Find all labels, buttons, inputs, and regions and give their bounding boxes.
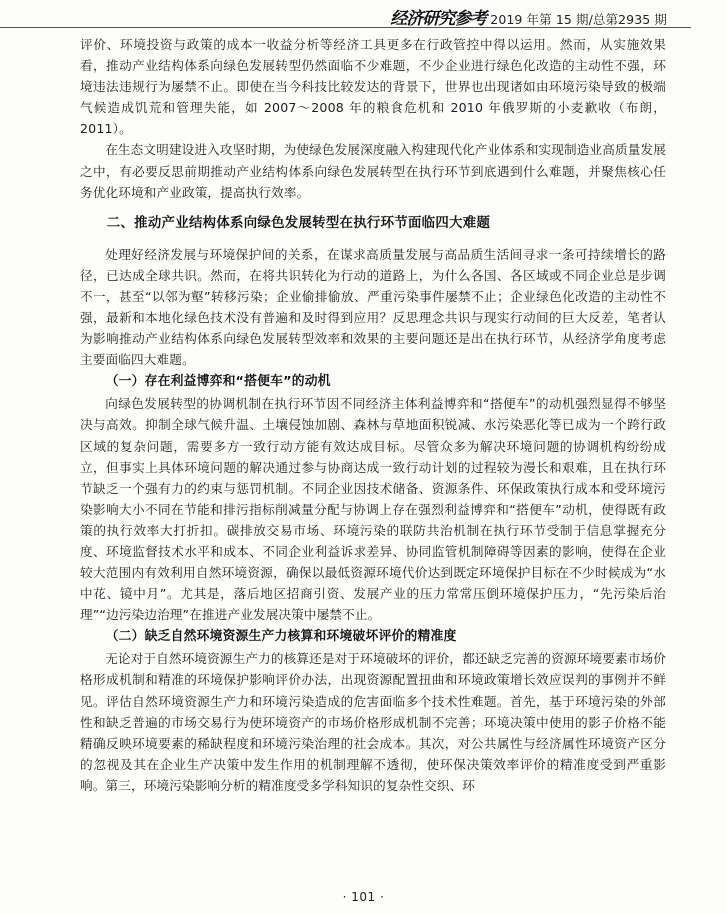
paragraph-ecological-civilization: 在生态文明建设进入攻坚时期，为使绿色发展深度融入构建现代化产业体系和实现制造业高质量发展之中，有必要反思前期推动产业结构体系向绿色发展转型在执行环节到底遇到什么难题，并聚焦核心任务优化环境和产业政策，提高执行效率。 [80,142,666,200]
paragraph-section-intro: 处理好经济发展与环境保护间的关系，在谋求高质量发展与高品质生活间寻求一条可持续增长的路径，已达成全球共识。然而，在将共识转化为行动的道路上，为什么各国、各区域或不同企业总是步调不一，甚至“以邻为壑”转移污染；企业偷排偷放、严重污染事件屡禁不止；企业绿色化改造的主动性不强，最新和本地化绿色技术没有普遍和及时得到应用？反思理念共识与现实行动间的巨大反差，笔者认为影响推动产业结构体系向绿色发展转型效率和效果的主要问题还是出在执行环节，从经济学角度考虑主要面临四大难题。 [80,246,666,368]
paragraph-interest-game: 向绿色发展转型的协调机制在执行环节因不同经济主体利益博弈和“搭便车”的动机强烈显得不够坚决与高效。抑制全球气候升温、土壤侵蚀加剧、森林与草地面积锐减、水污染恶化等已成为一个跨行政区域的复杂问题，需要多方一致行动方能有效达成目标。尽管众多为解决环境问题的协调机构纷纷成立，但事实上具体环境问题的解决通过参与协商达成一致行动计划的过程较为漫长和艰难，且在执行环节缺乏一个强有力的约束与惩罚机制。不同企业因技术储备、资源条件、环保政策执行成本和受环境污染影响大小不同在节能和排污指标削减量分配与协调上存在强烈利益博弈和“搭便车”动机，使得既有政策的执行效率大打折扣。碳排放交易市场、环境污染的联防共治机制在执行环节受制于信息掌握充分度、环境监督技术水平和成本、不同企业利益诉求差异、协同监管机制障碍等因素的影响，使得在企业较大范围内有效利用自然环境资源，确保以最低资源环境代价达到既定环境保护目标在不少时候成为“水中花、镜中月”。尤其是，落后地区招商引资、发展产业的压力常常压倒环境保护压力，“先污染后治理”“边污染边治理”在推进产业发展决策中屡禁不止。 [80,396,666,623]
header-rule [0,27,691,28]
paragraph-accounting-precision: 无论对于自然环境资源生产力的核算还是对于环境破坏的评价，都还缺乏完善的资源环境要素市场价格形成机制和精准的环境保护影响评价办法，出现资源配置扭曲和环境政策增长效应误判的事例并不鲜见。评估自然环境资源生产力和环境污染造成的危害面临多个技术性难题。首先，基于环境污染的外部性和缺乏普遍的市场交易行为使环境资产的市场价格形成机制不完善；环境决策中使用的影子价格不能精确反映环境要素的稀缺程度和环境污染治理的社会成本。其次，对公共属性与经济属性环境资产区分的忽视及其在企业生产决策中发生作用的机制理解不透彻，使环保决策效率评价的精准度受到严重影响。第三，环境污染影响分析的精准度受多学科知识的复杂性交织、环 [80,651,666,793]
subsection-heading-accounting-precision: （二）缺乏自然环境资源生产力核算和环境破坏评价的精准度 [105,629,457,645]
running-header [390,4,667,29]
article-body [80,34,666,796]
journal-logo: 经济研究参考 [390,9,487,29]
subsection-heading-interest-game: （一）存在利益博弈和“搭便车”的动机 [105,374,331,390]
issue-info: 2019 年第 15 期/总第2935 期 [490,12,667,27]
paragraph-continued: 评价、环境投资与政策的成本一收益分析等经济工具更多在行政管控中得以运用。然而，从实施效果看，推动产业结构体系向绿色发展转型仍然面临不少难题，不少企业进行绿色化改造的主动性不强，环境违法违规行为屡禁不止。即使在当今科技比较发达的背景下，世界也出现诸如由环境污染导致的极端气候造成饥荒和管理失能，如 2007～2008 年的粮食危机和 2010 年俄罗斯的小麦歉收（布朗，2011）。 [80,37,666,137]
page-number: · 101 · [342,890,385,904]
section-heading-four-difficulties: 二、推动产业结构体系向绿色发展转型在执行环节面临四大难题 [106,215,491,231]
